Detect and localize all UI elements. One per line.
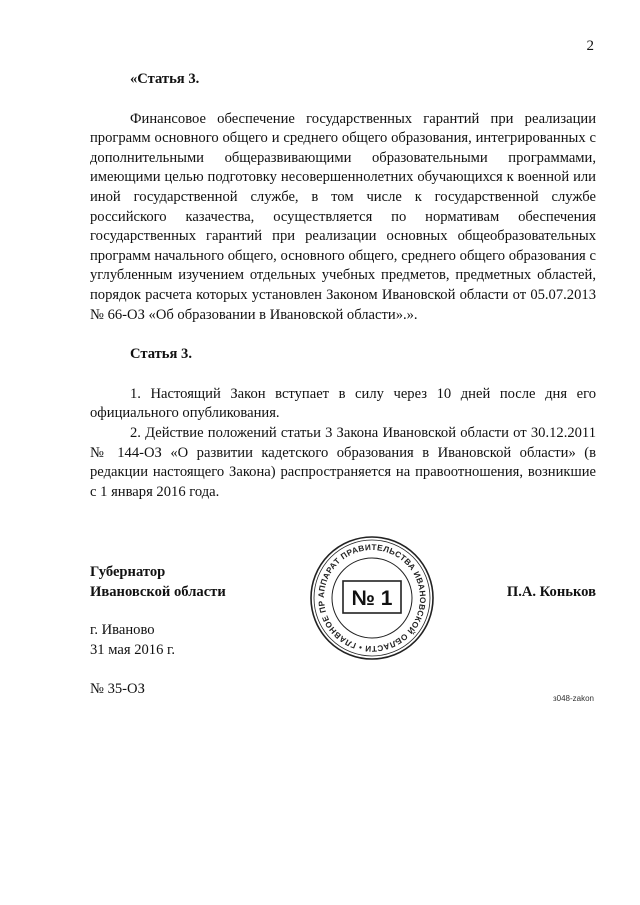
- signer-name: П.А. Коньков: [506, 583, 596, 600]
- article-3-item-2: 2. Действие положений статьи 3 Закона Ивановской области от 30.12.2011 № 144-ОЗ «О развитии кадетского образования в Ивановской области» (в редакции настоящего Закона) распространяется на правоотношения, возникшие с 1 января 2016 года.: [90, 424, 596, 500]
- official-seal: [309, 535, 435, 661]
- page-number: 2: [586, 38, 594, 54]
- article-3-heading: Статья 3.: [130, 346, 192, 363]
- governor-title-line-1: Губернатор: [90, 564, 166, 580]
- signing-city: г. Иваново: [90, 622, 155, 639]
- governor-title-line-2: Ивановской области: [90, 583, 226, 600]
- article-quote-text: Финансовое обеспечение государственных гарантий при реализации программ основного общего и среднего общего образования, интегрированных с дополнительными общеразвивающими образовательными программами, имеющими целью подготовку несовершеннолетних обучающихся к военной или иной государственной службе, в том числе к государственной службе российского казачества, осуществляется по нормативам обеспечения государственных гарантий при реализации основных общеобразовательных программ начального общего, основного общего, среднего общего образования с углубленным изучением отдельных учебных предметов, предметных областей, порядок расчета которых установлен Законом Ивановской области от 05.07.2013 № 66-ОЗ «Об образовании в Ивановской области».».: [90, 110, 596, 323]
- document-body: [90, 70, 596, 502]
- footer-code: з048-zakon: [552, 694, 594, 703]
- article-quote-heading: «Статья 3.: [130, 71, 200, 87]
- seal-icon: [309, 535, 435, 661]
- seal-ring-text: АППАРАТ ПРАВИТЕЛЬСТВА ИВАНОВСКОЙ ОБЛАСТИ • ГЛАВНОЕ ПР: [316, 542, 428, 654]
- law-number: № 35-ОЗ: [90, 681, 145, 698]
- article-3-item-1: 1. Настоящий Закон вступает в силу через 10 дней после дня его официального опубликования.: [90, 385, 596, 422]
- signing-date: 31 мая 2016 г.: [90, 641, 176, 658]
- seal-number: № 1: [351, 587, 393, 610]
